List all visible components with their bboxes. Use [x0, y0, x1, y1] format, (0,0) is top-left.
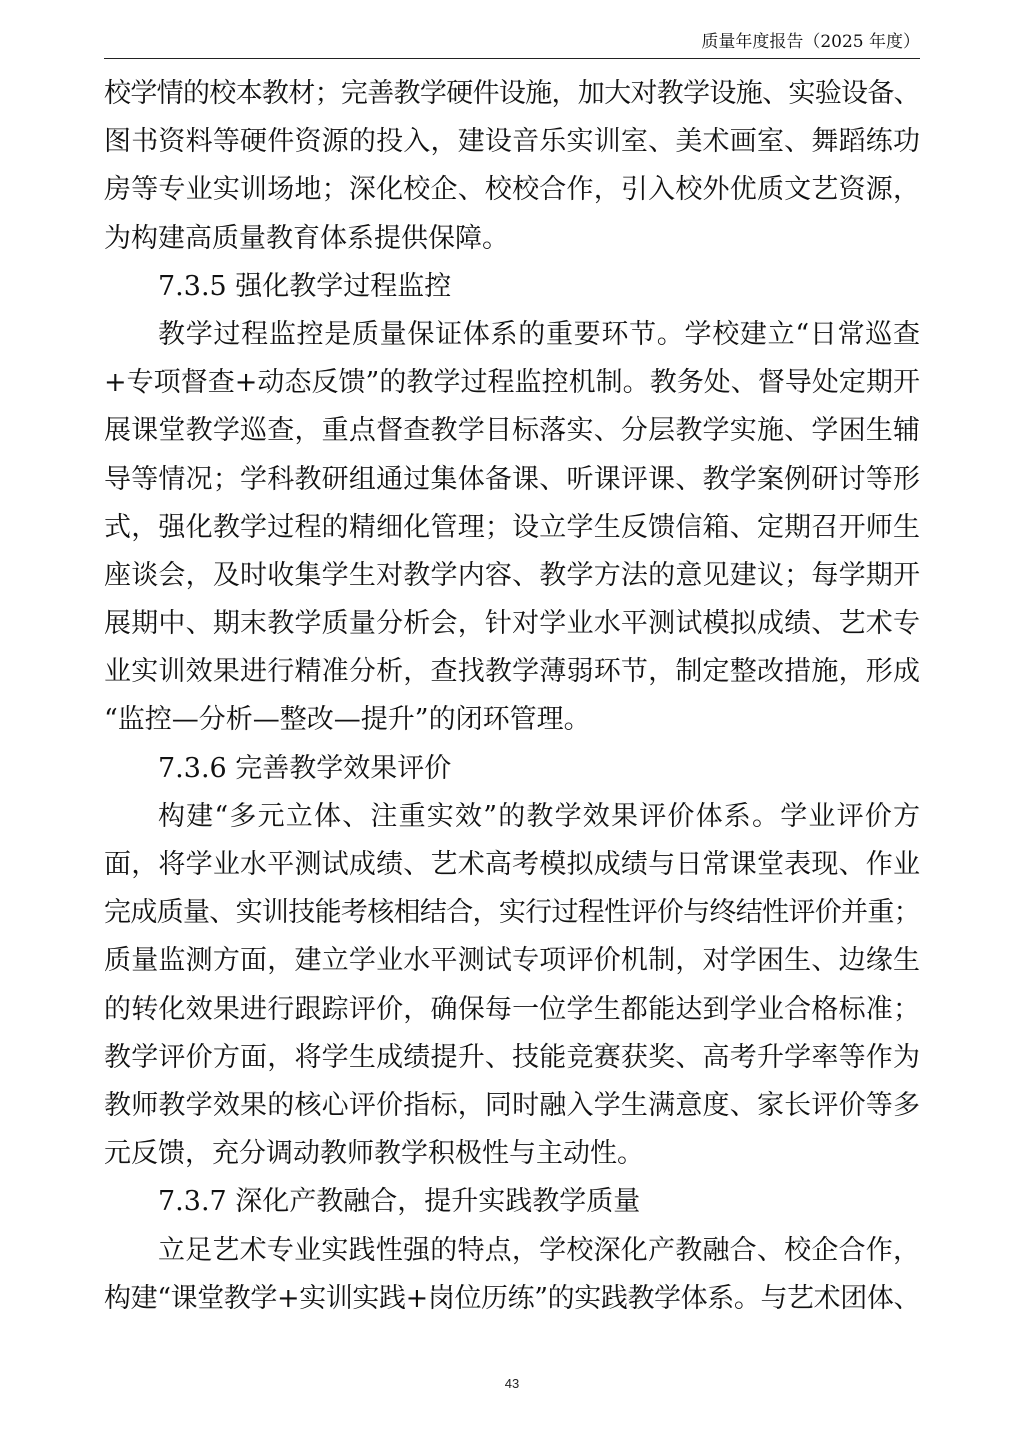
body-line: 构建“多元立体、注重实效”的教学效果评价体系。学业评价方 [158, 800, 920, 832]
body-line: 展期中、期末教学质量分析会，针对学业水平测试模拟成绩、艺术专 [104, 608, 920, 640]
body-line: 构建“课堂教学+实训实践+岗位历练”的实践教学体系。与艺术团体、 [104, 1282, 920, 1314]
body-line: 式，强化教学过程的精细化管理；设立学生反馈信箱、定期召开师生 [104, 511, 920, 543]
document-body [104, 70, 920, 1323]
body-line: “监控—分析—整改—提升”的闭环管理。 [104, 704, 591, 736]
page-footer [0, 1376, 1024, 1391]
body-line: 元反馈，充分调动教师教学积极性与主动性。 [104, 1138, 644, 1170]
body-line: 完成质量、实训技能考核相结合，实行过程性评价与终结性评价并重； [104, 897, 920, 929]
section-heading-7-3-7: 7.3.7 深化产教融合，提升实践教学质量 [158, 1186, 641, 1218]
body-line: 教学过程监控是质量保证体系的重要环节。学校建立“日常巡查 [158, 318, 920, 350]
body-line: 座谈会，及时收集学生对教学内容、教学方法的意见建议；每学期开 [104, 559, 920, 591]
body-line: 导等情况；学科教研组通过集体备课、听课评课、教学案例研讨等形 [104, 463, 920, 495]
body-line: 展课堂教学巡查，重点督查教学目标落实、分层教学实施、学困生辅 [104, 415, 920, 447]
section-heading-7-3-6: 7.3.6 完善教学效果评价 [158, 752, 452, 784]
body-line: 质量监测方面，建立学业水平测试专项评价机制，对学困生、边缘生 [104, 945, 920, 977]
body-line: 为构建高质量教育体系提供保障。 [104, 222, 509, 254]
body-line: 图书资料等硬件资源的投入，建设音乐实训室、美术画室、舞蹈练功 [104, 126, 920, 158]
body-line: 校学情的校本教材；完善教学硬件设施，加大对教学设施、实验设备、 [104, 78, 920, 109]
page-number: 43 [504, 1376, 520, 1391]
body-line: +专项督查+动态反馈”的教学过程监控机制。教务处、督导处定期开 [104, 367, 920, 399]
body-line: 教师教学效果的核心评价指标，同时融入学生满意度、家长评价等多 [104, 1089, 920, 1121]
body-line: 房等专业实训场地；深化校企、校校合作，引入校外优质文艺资源， [104, 174, 920, 206]
body-line: 教学评价方面，将学生成绩提升、技能竞赛获奖、高考升学率等作为 [104, 1041, 920, 1073]
body-line: 业实训效果进行精准分析，查找教学薄弱环节，制定整改措施，形成 [104, 656, 920, 688]
body-line: 立足艺术专业实践性强的特点，学校深化产教融合、校企合作， [158, 1234, 920, 1266]
page-header [104, 30, 920, 59]
header-title: 质量年度报告（2025 年度） [701, 32, 920, 52]
body-line: 的转化效果进行跟踪评价，确保每一位学生都能达到学业合格标准； [104, 993, 920, 1025]
body-line: 面，将学业水平测试成绩、艺术高考模拟成绩与日常课堂表现、作业 [104, 849, 920, 880]
section-heading-7-3-5: 7.3.5 强化教学过程监控 [158, 270, 452, 302]
